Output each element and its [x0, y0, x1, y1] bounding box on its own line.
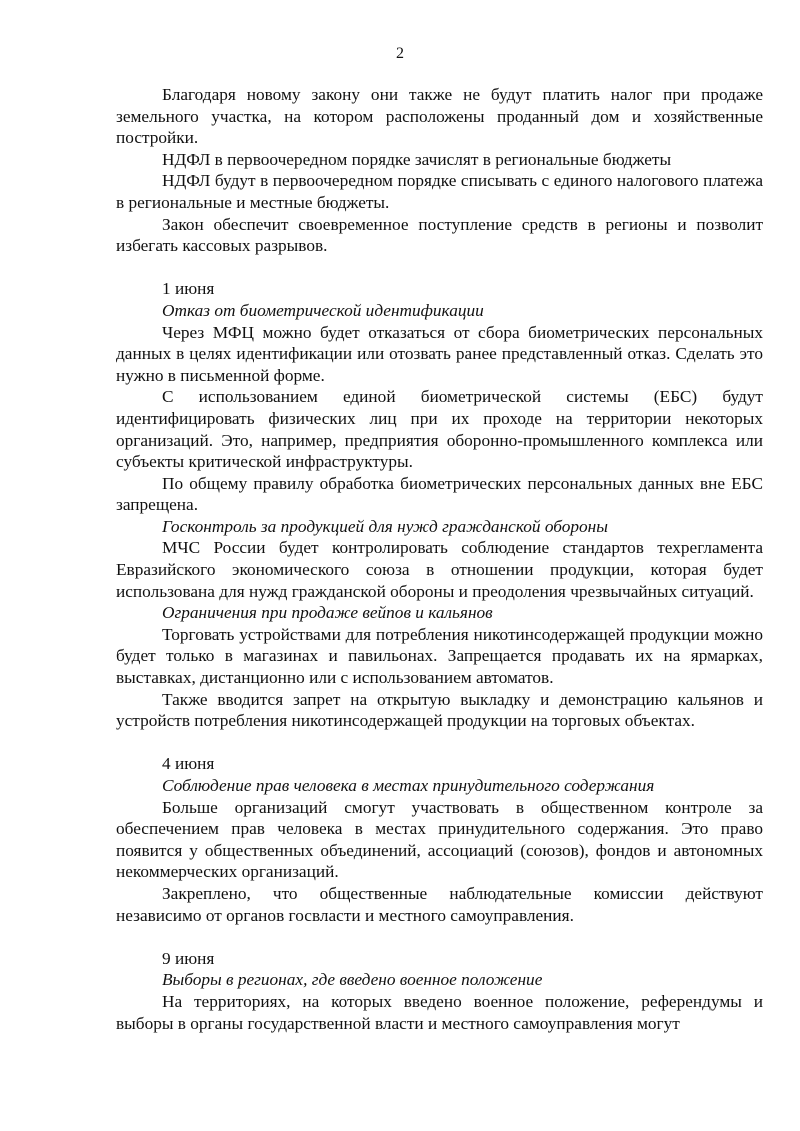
paragraph: С использованием единой биометрической системы (ЕБС) будут идентифицировать физических лиц при их проходе на территории некоторых организаций. Это, например, предприятия оборонно-промышленного комплекса или субъекты критической инфраструктуры. [116, 387, 763, 472]
section-heading: Госконтроль за продукцией для нужд гражданской обороны [162, 516, 608, 536]
section-heading: Ограничения при продаже вейпов и кальянов [162, 603, 493, 623]
section-date: 1 июня [162, 279, 215, 299]
paragraph: Закреплено, что общественные наблюдательные комиссии действуют независимо от органов госвласти и местного самоуправления. [116, 883, 763, 925]
paragraph: Торговать устройствами для потребления никотинсодержащей продукции можно будет только в магазинах и павильонах. Запрещается продавать их на ярмарках, выставках, дистанционно или с использованием автоматов. [116, 624, 763, 688]
section-spacer [116, 926, 763, 948]
paragraph: Закон обеспечит своевременное поступление средств в регионы и позволит избегать кассовых разрывов. [116, 214, 763, 256]
section-heading: Соблюдение прав человека в местах принудительного содержания [162, 776, 655, 795]
section-spacer [116, 732, 763, 754]
document-body [116, 84, 763, 1034]
paragraph: По общему правилу обработка биометрических персональных данных вне ЕБС запрещена. [116, 473, 763, 515]
paragraph: Через МФЦ можно будет отказаться от сбора биометрических персональных данных в целях идентификации или отозвать ранее представленный отказ. Сделать это нужно в письменной форме. [116, 322, 763, 385]
paragraph: На территориях, на которых введено военное положение, референдумы и выборы в органы государственной власти и местного самоуправления могут [116, 991, 763, 1033]
paragraph: МЧС России будет контролировать соблюдение стандартов техрегламента Евразийского экономического союза в отношении продукции, которая будет использована для нужд гражданской обороны и преодоления чрезвычайных ситуаций. [116, 538, 763, 601]
paragraph: Также вводится запрет на открытую выкладку и демонстрацию кальянов и устройств потребления никотинсодержащей продукции на торговых объектах. [116, 689, 763, 731]
paragraph: НДФЛ будут в первоочередном порядке списывать с единого налогового платежа в региональные и местные бюджеты. [116, 171, 763, 212]
section-spacer [116, 257, 763, 279]
section-heading: Отказ от биометрической идентификации [162, 300, 484, 320]
section-date: 9 июня [162, 948, 215, 968]
paragraph: НДФЛ в первоочередном порядке зачислят в региональные бюджеты [162, 149, 672, 169]
page-number: 2 [396, 45, 404, 62]
section-date: 4 июня [162, 754, 215, 774]
paragraph: Благодаря новому закону они также не будут платить налог при продаже земельного участка, на котором расположены проданный дом и хозяйственные постройки. [116, 85, 763, 148]
paragraph: Больше организаций смогут участвовать в общественном контроле за обеспечением прав человека в местах принудительного содержания. Это право появится у общественных объединений, ассоциаций (союзов), фондов и автономных некоммерческих организаций. [116, 797, 763, 882]
section-heading: Выборы в регионах, где введено военное положение [162, 970, 543, 990]
